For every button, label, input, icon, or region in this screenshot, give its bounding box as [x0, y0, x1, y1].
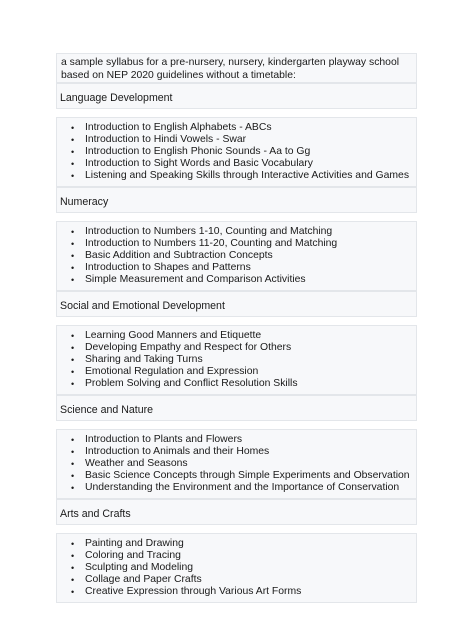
- syllabus-section: [56, 291, 417, 395]
- topic-list-item: [71, 250, 416, 262]
- topic-list-item: [71, 122, 416, 134]
- topic-text: Introduction to Sight Words and Basic Vocabulary: [85, 158, 313, 169]
- bullet-icon: •: [71, 123, 75, 133]
- topic-text: Collage and Paper Crafts: [85, 574, 202, 585]
- topic-list-item: [71, 538, 416, 550]
- bullet-icon: •: [71, 471, 75, 481]
- section-heading: Language Development: [56, 83, 417, 109]
- topic-text: Introduction to Numbers 1-10, Counting and Matching: [85, 226, 333, 237]
- topic-text: Introduction to English Alphabets - ABCs: [85, 122, 272, 133]
- topic-list-item: [71, 342, 416, 354]
- topic-text: Sculpting and Modeling: [85, 562, 194, 573]
- topic-text: Sharing and Taking Turns: [85, 354, 203, 365]
- topic-text: Introduction to English Phonic Sounds - Aa to Gg: [85, 146, 311, 157]
- syllabus-section: [56, 187, 417, 291]
- bullet-icon: •: [71, 227, 75, 237]
- section-heading: Arts and Crafts: [56, 499, 417, 525]
- bullet-icon: •: [71, 239, 75, 249]
- bullet-icon: •: [71, 147, 75, 157]
- topic-list-item: [71, 574, 416, 586]
- section-heading: Numeracy: [56, 187, 417, 213]
- bullet-icon: •: [71, 367, 75, 377]
- topic-list-item: [71, 378, 416, 390]
- topic-list: [57, 330, 416, 390]
- bullet-icon: •: [71, 135, 75, 145]
- topic-list-box: [56, 117, 417, 187]
- topic-list-item: [71, 158, 416, 170]
- topic-list-item: [71, 482, 416, 494]
- bullet-icon: •: [71, 539, 75, 549]
- topic-text: Introduction to Hindi Vowels - Swar: [85, 134, 247, 145]
- topic-list: [57, 226, 416, 286]
- topic-text: Emotional Regulation and Expression: [85, 366, 259, 377]
- topic-text: Simple Measurement and Comparison Activities: [85, 274, 306, 285]
- section-heading: Social and Emotional Development: [56, 291, 417, 317]
- bullet-icon: •: [71, 251, 75, 261]
- section-heading: Science and Nature: [56, 395, 417, 421]
- topic-list-box: [56, 429, 417, 499]
- topic-text: Introduction to Shapes and Patterns: [85, 262, 251, 273]
- topic-list-item: [71, 354, 416, 366]
- bullet-icon: •: [71, 379, 75, 389]
- topic-list-item: [71, 262, 416, 274]
- topic-list: [57, 434, 416, 494]
- intro-paragraph: a sample syllabus for a pre-nursery, nursery, kindergarten playway school based on NEP 2020 guidelines without a timetable:: [56, 53, 417, 83]
- syllabus-document: [56, 53, 417, 603]
- topic-list-item: [71, 274, 416, 286]
- topic-list-item: [71, 470, 416, 482]
- topic-text: Developing Empathy and Respect for Others: [85, 342, 292, 353]
- topic-text: Listening and Speaking Skills through Interactive Activities and Games: [85, 170, 410, 181]
- topic-text: Introduction to Animals and their Homes: [85, 446, 270, 457]
- topic-list-item: [71, 134, 416, 146]
- bullet-icon: •: [71, 587, 75, 597]
- bullet-icon: •: [71, 159, 75, 169]
- topic-list-box: [56, 221, 417, 291]
- topic-list-item: [71, 434, 416, 446]
- topic-list: [57, 122, 416, 182]
- topic-list-item: [71, 330, 416, 342]
- bullet-icon: •: [71, 355, 75, 365]
- topic-list-item: [71, 238, 416, 250]
- topic-text: Weather and Seasons: [85, 458, 188, 469]
- bullet-icon: •: [71, 435, 75, 445]
- topic-text: Understanding the Environment and the Importance of Conservation: [85, 482, 400, 493]
- bullet-icon: •: [71, 171, 75, 181]
- bullet-icon: •: [71, 275, 75, 285]
- topic-text: Basic Addition and Subtraction Concepts: [85, 250, 273, 261]
- topic-list: [57, 538, 416, 598]
- bullet-icon: •: [71, 551, 75, 561]
- bullet-icon: •: [71, 483, 75, 493]
- topic-list-item: [71, 550, 416, 562]
- topic-list-item: [71, 458, 416, 470]
- topic-text: Basic Science Concepts through Simple Experiments and Observation: [85, 470, 410, 481]
- bullet-icon: •: [71, 263, 75, 273]
- topic-list-item: [71, 170, 416, 182]
- topic-list-item: [71, 586, 416, 598]
- sections-container: [56, 83, 417, 603]
- topic-list-item: [71, 562, 416, 574]
- bullet-icon: •: [71, 575, 75, 585]
- topic-text: Learning Good Manners and Etiquette: [85, 330, 262, 341]
- topic-list-item: [71, 226, 416, 238]
- bullet-icon: •: [71, 331, 75, 341]
- topic-text: Introduction to Numbers 11-20, Counting and Matching: [85, 238, 338, 249]
- topic-list-box: [56, 533, 417, 603]
- topic-text: Problem Solving and Conflict Resolution Skills: [85, 378, 298, 389]
- bullet-icon: •: [71, 563, 75, 573]
- topic-text: Coloring and Tracing: [85, 550, 181, 561]
- bullet-icon: •: [71, 343, 75, 353]
- topic-list-item: [71, 146, 416, 158]
- syllabus-section: [56, 83, 417, 187]
- topic-text: Painting and Drawing: [85, 538, 184, 549]
- syllabus-section: [56, 395, 417, 499]
- topic-list-item: [71, 366, 416, 378]
- topic-text: Introduction to Plants and Flowers: [85, 434, 243, 445]
- topic-list-item: [71, 446, 416, 458]
- syllabus-section: [56, 499, 417, 603]
- topic-text: Creative Expression through Various Art Forms: [85, 586, 302, 597]
- bullet-icon: •: [71, 447, 75, 457]
- bullet-icon: •: [71, 459, 75, 469]
- topic-list-box: [56, 325, 417, 395]
